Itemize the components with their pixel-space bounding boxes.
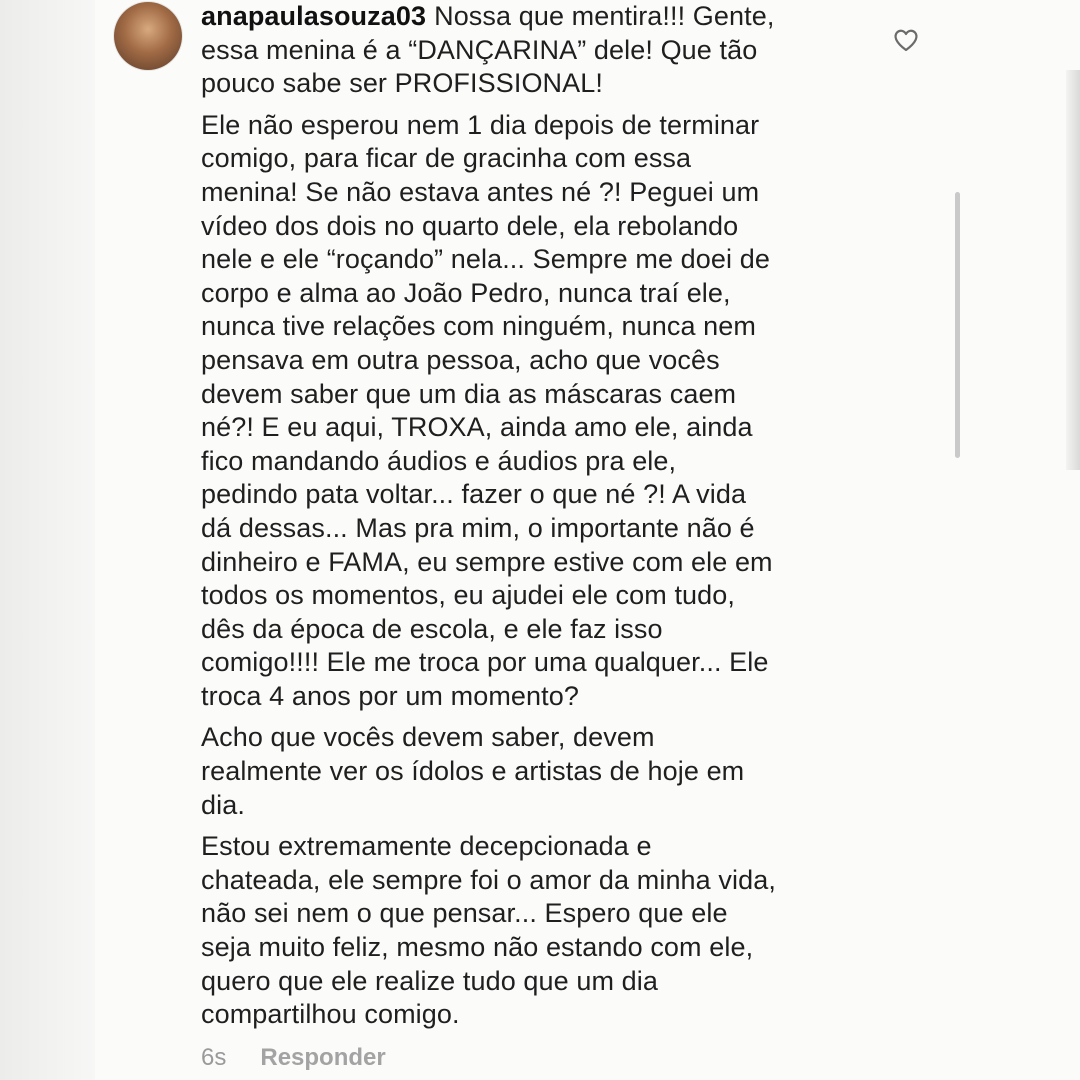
comment-line: realmente ver os ídolos e artistas de hoje em <box>201 756 745 787</box>
comment-line: menina! Se não estava antes né ?! Peguei um <box>201 176 760 207</box>
left-edge-shadow <box>0 0 95 1080</box>
right-edge-shadow <box>1066 70 1080 470</box>
comment-first-line <box>201 0 861 34</box>
comment-line: fico mandando áudios e áudios pra ele, <box>201 445 677 476</box>
comment-line: essa menina é a “DANÇARINA” dele! Que tão <box>201 34 758 65</box>
comment-line: Ele não esperou nem 1 dia depois de terminar <box>201 109 760 140</box>
comment-text: Nossa que mentira!!! Gente, <box>434 1 775 31</box>
comment-line: não sei nem o que pensar... Espero que ele <box>201 898 728 929</box>
comment-line: seja muito feliz, mesmo não estando com ele, <box>201 932 754 963</box>
comment-body <box>201 0 861 1040</box>
comment-footer <box>201 1044 386 1072</box>
comment-line: quero que ele realize tudo que um dia <box>201 965 659 996</box>
comment-line: nele e ele “roçando” nela... Sempre me doei de <box>201 244 770 275</box>
comment-line: nunca tive relações com ninguém, nunca nem <box>201 311 757 342</box>
comment-line: vídeo dos dois no quarto dele, ela rebolando <box>201 210 739 241</box>
avatar[interactable] <box>114 2 182 70</box>
scrollbar[interactable] <box>955 192 960 458</box>
comment-line: dá dessas... Mas pra mim, o importante não é <box>201 512 755 543</box>
comment-line: troca 4 anos por um momento? <box>201 680 579 711</box>
comment-line: dia. <box>201 789 245 820</box>
comment-line: dinheiro e FAMA, eu sempre estive com ele em <box>201 546 773 577</box>
comment-line: pouco sabe ser PROFISSIONAL! <box>201 68 603 99</box>
comment-line: né?! E eu aqui, TROXA, ainda amo ele, ainda <box>201 412 753 443</box>
comment-line: comigo!!!! Ele me troca por uma qualquer... Ele <box>201 647 769 678</box>
comment-line: todos os momentos, eu ajudei ele com tudo, <box>201 580 736 611</box>
comment-paragraph-1 <box>201 0 861 101</box>
comment-line: corpo e alma ao João Pedro, nunca traí ele, <box>201 277 731 308</box>
username-link[interactable]: anapaulasouza03 <box>201 1 427 31</box>
comment-line: pedindo pata voltar... fazer o que né ?! A vida <box>201 479 747 510</box>
comment-line: pensava em outra pessoa, acho que vocês <box>201 344 720 375</box>
comment-line: compartilhou comigo. <box>201 999 460 1030</box>
comment-line: Estou extremamente decepcionada e <box>201 831 652 862</box>
comment-paragraph-4 <box>201 830 861 1032</box>
heart-outline-icon[interactable] <box>892 27 920 53</box>
reply-button[interactable]: Responder <box>260 1044 386 1071</box>
comment-line: comigo, para ficar de gracinha com essa <box>201 143 692 174</box>
comment-paragraph-3 <box>201 721 861 822</box>
comment-line: Acho que vocês devem saber, devem <box>201 722 655 753</box>
comment-paragraph-2 <box>201 109 861 714</box>
comment-line: dês da época de escola, e ele faz isso <box>201 613 663 644</box>
comment-line: devem saber que um dia as máscaras caem <box>201 378 737 409</box>
comment-timestamp: 6s <box>201 1044 227 1071</box>
comment-line: chateada, ele sempre foi o amor da minha vida, <box>201 864 776 895</box>
